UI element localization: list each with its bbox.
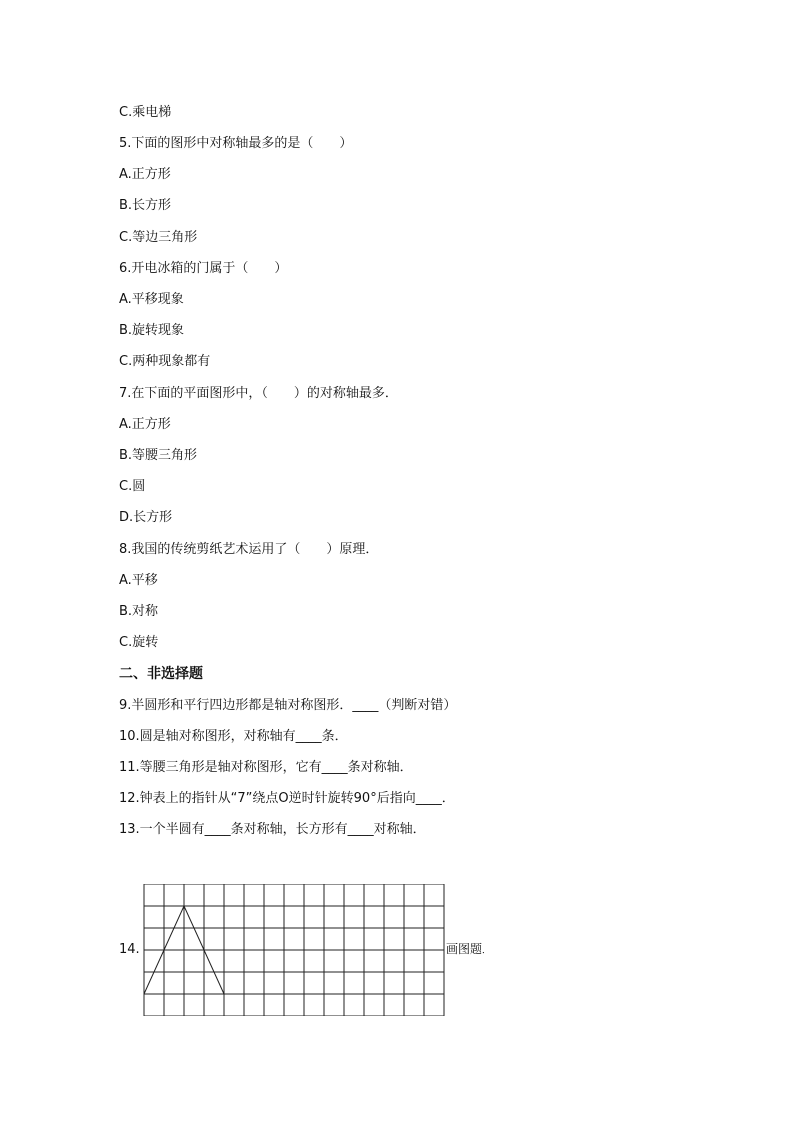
q5-option-c: C.等边三角形	[119, 230, 198, 245]
question-8: 8.我国的传统剪纸艺术运用了（ ）原理．	[119, 542, 379, 557]
q5-option-a: A.正方形	[119, 167, 171, 182]
q6-option-b: B.旋转现象	[119, 323, 185, 338]
question-10: 10.圆是轴对称图形，对称轴有____条．	[119, 729, 348, 744]
q6-option-a: A.平移现象	[119, 292, 184, 307]
question-5: 5.下面的图形中对称轴最多的是（ ）	[119, 136, 353, 151]
q5-option-b: B.长方形	[119, 198, 172, 213]
question-9: 9.半圆形和平行四边形都是轴对称图形．____（判断对错）	[119, 698, 457, 713]
q8-option-c: C.旋转	[119, 635, 159, 650]
q6-option-c: C.两种现象都有	[119, 354, 211, 369]
q8-option-b: B.对称	[119, 604, 159, 619]
section-heading: 二、非选择题	[119, 666, 203, 682]
question-12: 12.钟表上的指针从“7”绕点O逆时针旋转90°后指向____．	[119, 791, 455, 806]
trailing-dot: ．	[482, 946, 492, 956]
question-11: 11.等腰三角形是轴对称图形，它有____条对称轴．	[119, 760, 413, 775]
q7-option-b: B.等腰三角形	[119, 448, 198, 463]
q8-option-a: A.平移	[119, 573, 158, 588]
question-13: 13.一个半圆有____条对称轴，长方形有____对称轴．	[119, 822, 426, 837]
drawing-grid	[142, 884, 446, 1020]
draw-task-label: 画图题	[446, 942, 483, 956]
question-14-number: 14.	[119, 942, 140, 957]
q7-option-c: C.圆	[119, 479, 146, 494]
q7-option-a: A.正方形	[119, 417, 171, 432]
grid-figure	[142, 884, 446, 1016]
option-c-elevator: C.乘电梯	[119, 105, 172, 120]
q7-option-d: D.长方形	[119, 510, 173, 525]
question-14-tail	[446, 941, 491, 959]
question-6: 6.开电冰箱的门属于（ ）	[119, 261, 288, 276]
question-7: 7.在下面的平面图形中，（ ）的对称轴最多．	[119, 386, 398, 401]
